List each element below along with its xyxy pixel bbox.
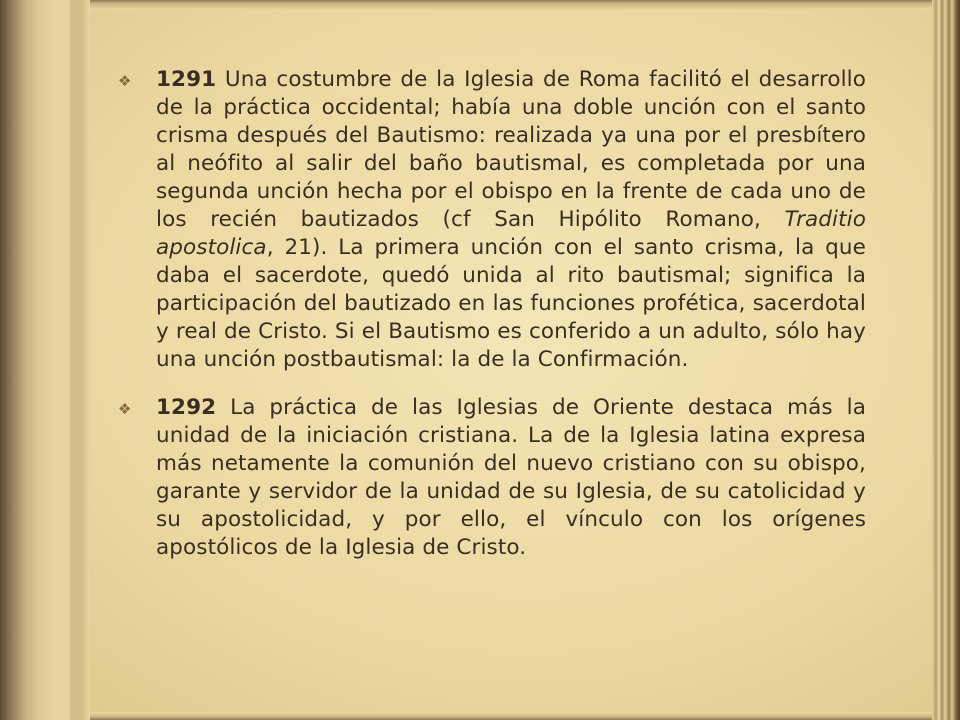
italic-citation: Traditio apostolica (156, 207, 866, 260)
binding-shadow (70, 0, 92, 720)
paragraph-text (156, 66, 866, 374)
paragraph-text (156, 394, 866, 562)
page-bottom-edge (90, 712, 932, 720)
page-right-edges (932, 0, 960, 720)
paragraph-1291 (118, 66, 866, 374)
text-content (118, 66, 866, 582)
paragraph-body-continued: , 21). La primera unción con el santo crisma, la que daba el sacerdote, quedó unida al rito bautismal; significa la participación del bautizado en las funciones profética, sacerdotal y real de Cristo. Si el Bautismo es conferido a un adulto, sólo hay una unción postbautismal: la de la Confirmación. (156, 235, 866, 372)
diamond-bullet-icon: ❖ (118, 400, 132, 418)
paragraph-number: 1292 (156, 395, 217, 420)
paragraph-1292 (118, 394, 866, 562)
paragraph-body: Una costumbre de la Iglesia de Roma facilitó el desarrollo de la práctica occidental; había una doble unción con el santo crisma después del Bautismo: realizada ya una por el presbítero al neófito al salir del baño bautismal, es completada por una segunda unción hecha por el obispo en la frente de cada uno de los recién bautizados (cf San Hipólito Romano, (156, 67, 866, 232)
paragraph-number: 1291 (156, 67, 217, 92)
page-top-edge (90, 0, 932, 10)
diamond-bullet-icon: ❖ (118, 72, 132, 90)
paragraph-body: La práctica de las Iglesias de Oriente destaca más la unidad de la iniciación cristiana. La de la Iglesia latina expresa más netamente la comunión del nuevo cristiano con su obispo, garante y servidor de la unidad de su Iglesia, de su catolicidad y su apostolicidad, y por ello, el vínculo con los orígenes apostólicos de la Iglesia de Cristo. (156, 395, 866, 560)
